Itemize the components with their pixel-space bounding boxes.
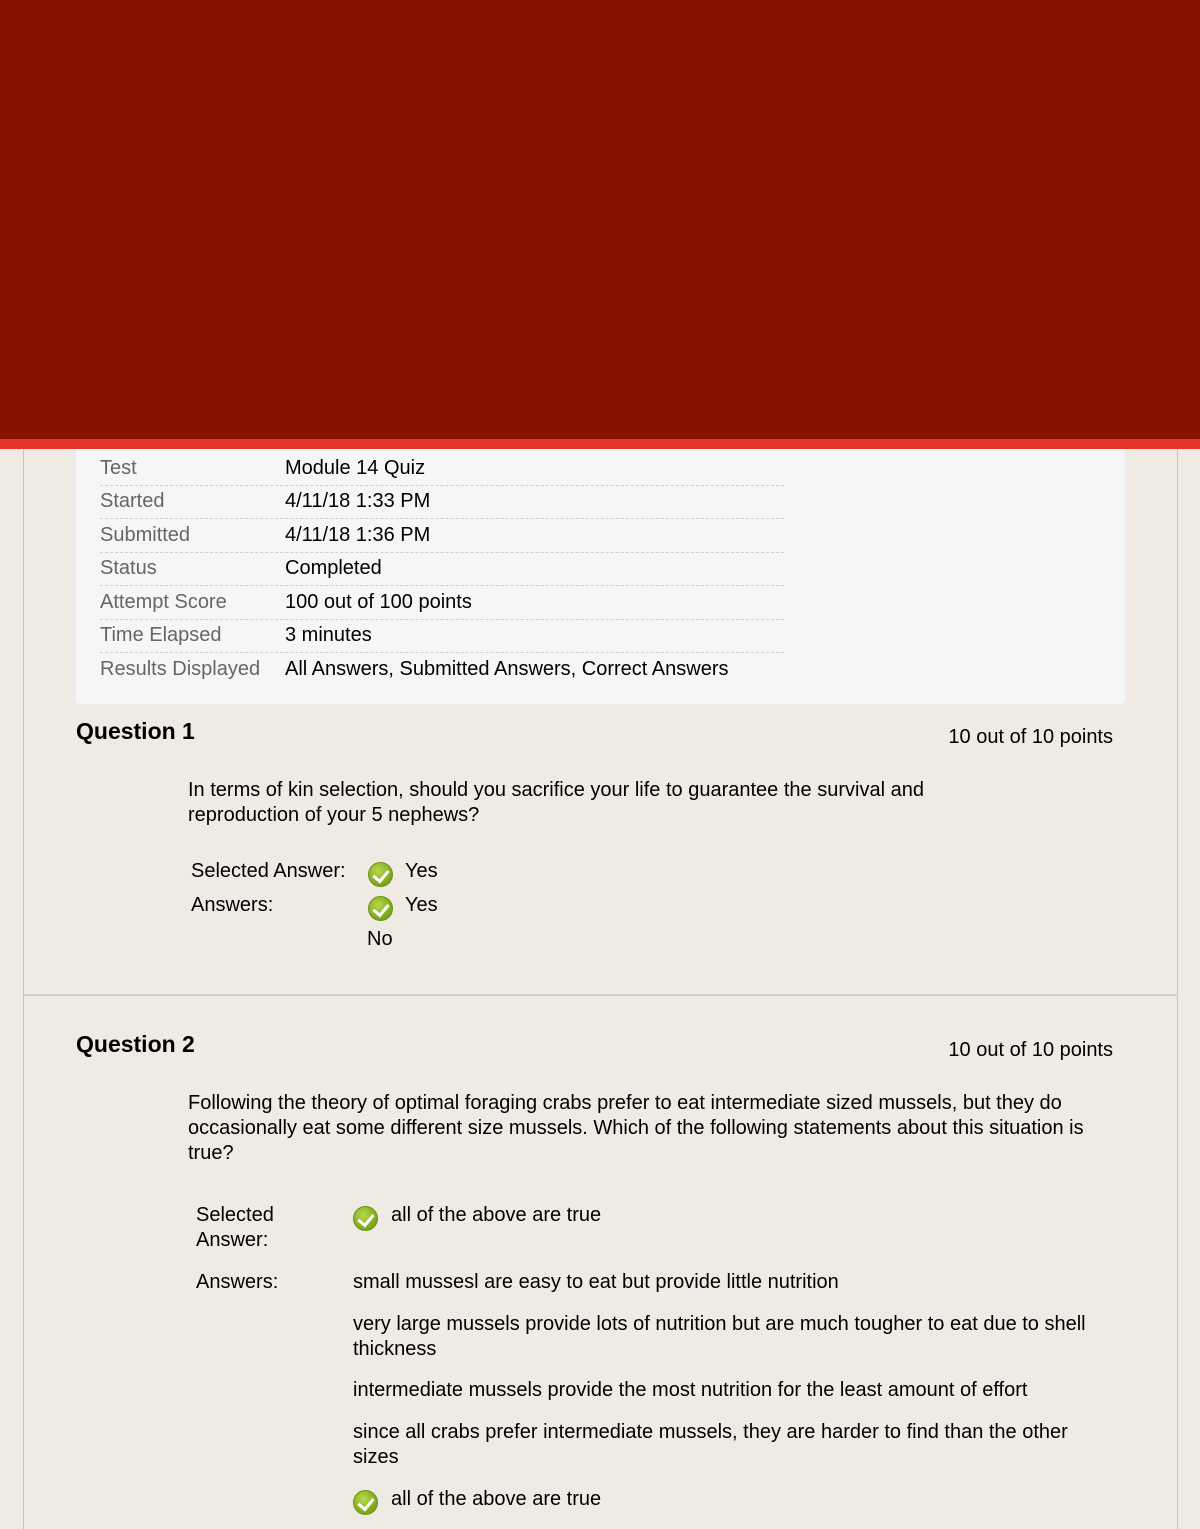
question-2-answer-2: very large mussels provide lots of nutrition but are much tougher to eat due to shell thickness	[353, 1313, 1086, 1360]
question-1-answer-1: Yes	[405, 894, 438, 916]
summary-value: Module 14 Quiz	[285, 456, 426, 479]
question-1-title: Question 1	[76, 718, 195, 744]
question-2-selected-answer: all of the above are true	[391, 1204, 602, 1226]
question-2-selected-label-line2: Answer:	[196, 1229, 269, 1251]
summary-row-attempt-score	[100, 586, 784, 620]
question-2-answer-5: all of the above are true	[391, 1488, 602, 1510]
attempt-summary-table	[100, 452, 784, 687]
question-1-selected-answer: Yes	[405, 860, 438, 882]
summary-label: Attempt Score	[100, 590, 227, 613]
summary-label: Test	[100, 456, 137, 479]
correct-check-icon	[353, 1206, 378, 1231]
question-2-answers-label: Answers:	[196, 1271, 279, 1293]
banner-stripe	[0, 439, 1200, 449]
question-2-title: Question 2	[76, 1031, 195, 1057]
question-1-selected-label: Selected Answer:	[191, 860, 346, 882]
question-divider	[23, 994, 1178, 996]
summary-row-test	[100, 452, 784, 486]
correct-check-icon	[353, 1490, 378, 1515]
correct-check-icon	[368, 862, 393, 887]
summary-row-started	[100, 486, 784, 520]
summary-label: Status	[100, 557, 157, 580]
question-2-points: 10 out of 10 points	[948, 1039, 1113, 1061]
question-1-points: 10 out of 10 points	[948, 726, 1113, 748]
summary-row-results-displayed	[100, 653, 784, 687]
summary-row-status	[100, 553, 784, 587]
correct-check-icon	[368, 896, 393, 921]
question-2-answer-1: small mussesl are easy to eat but provide little nutrition	[353, 1271, 839, 1293]
summary-value: All Answers, Submitted Answers, Correct Answers	[285, 658, 729, 681]
question-2-answer-4: since all crabs prefer intermediate mussels, they are harder to find than the other sizes	[353, 1421, 1068, 1468]
summary-value: 100 out of 100 points	[285, 590, 472, 613]
summary-label: Time Elapsed	[100, 624, 222, 647]
top-banner	[0, 0, 1200, 441]
question-1-answers-label: Answers:	[191, 894, 274, 916]
question-1-text: In terms of kin selection, should you sacrifice your life to guarantee the survival and reproduction of your 5 nephews?	[188, 779, 924, 826]
summary-value: 3 minutes	[285, 624, 372, 647]
summary-label: Results Displayed	[100, 658, 261, 681]
summary-row-submitted	[100, 519, 784, 553]
question-2-text: Following the theory of optimal foraging crabs prefer to eat intermediate sized mussels, but they do occasionally eat some different size mussels. Which of the following statements about this situation is true?	[188, 1092, 1084, 1164]
summary-value: Completed	[285, 557, 382, 580]
question-1-answer-2: No	[367, 928, 393, 950]
question-2-selected-label-line1: Selected	[196, 1204, 274, 1226]
summary-value: 4/11/18 1:36 PM	[285, 523, 431, 546]
summary-row-time-elapsed	[100, 620, 784, 654]
summary-label: Submitted	[100, 523, 191, 546]
summary-label: Started	[100, 490, 165, 513]
question-2-answer-3: intermediate mussels provide the most nutrition for the least amount of effort	[353, 1379, 1028, 1401]
summary-value: 4/11/18 1:33 PM	[285, 490, 431, 513]
